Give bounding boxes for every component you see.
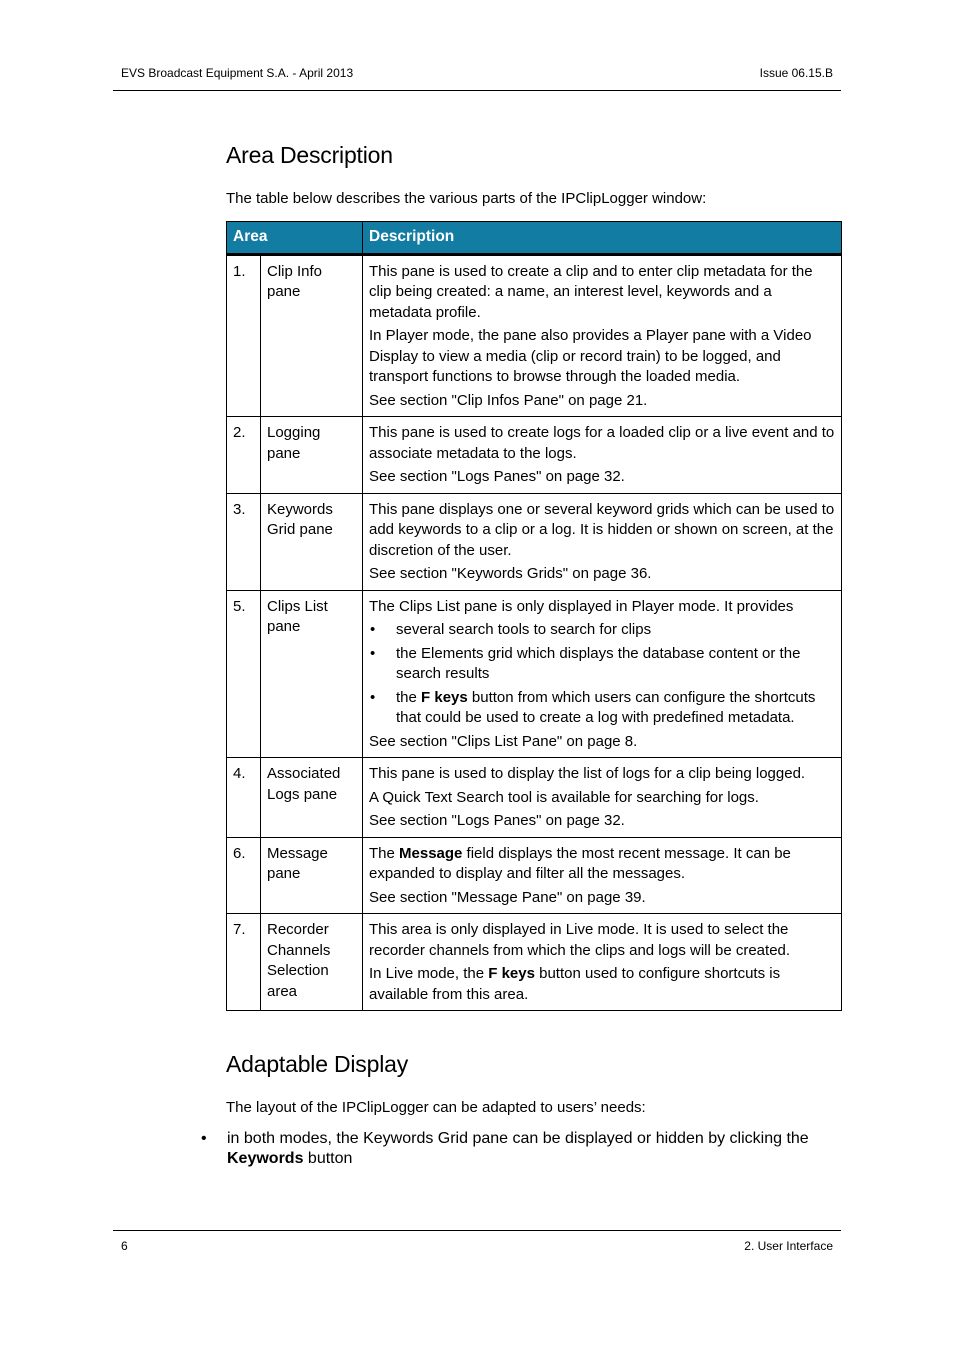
row-number: 2.	[227, 417, 261, 494]
area-description-table	[226, 221, 842, 1012]
row-number: 6.	[227, 837, 261, 914]
table-row	[227, 417, 842, 494]
description-text	[369, 964, 835, 1005]
section-title-area-description: Area Description	[226, 142, 393, 168]
page-footer	[113, 1230, 841, 1253]
table-row	[227, 493, 842, 590]
row-description	[363, 493, 842, 590]
row-description	[363, 758, 842, 838]
row-area: Clips List pane	[261, 590, 363, 758]
list-item	[200, 1129, 841, 1170]
row-number: 5.	[227, 590, 261, 758]
bold-text: Message	[399, 844, 463, 862]
row-number: 7.	[227, 914, 261, 1011]
row-description	[363, 417, 842, 494]
description-text: This pane is used to create logs for a loaded clip or a live event and to associate metadata to the logs.	[369, 424, 835, 462]
row-description	[363, 837, 842, 914]
list-bold-text: Keywords	[227, 1150, 304, 1167]
description-reference: See section "Message Pane" on page 39.	[369, 888, 646, 906]
list-item: • several search tools to search for clips	[369, 620, 835, 641]
table-header-area: Area	[227, 221, 363, 254]
list-text: button	[303, 1150, 353, 1167]
description-text: In Player mode, the pane also provides a Player pane with a Video Display to view a media (clip or record train) to be logged, and transport functions to browse through the loaded media.	[369, 327, 812, 385]
row-area: Logging pane	[261, 417, 363, 494]
row-number: 3.	[227, 493, 261, 590]
description-text: This pane displays one or several keyword grids which can be used to add keywords to a clip or a log. It is hidden or shown on screen, at the discretion of the user.	[369, 500, 835, 559]
section-intro: The layout of the IPClipLogger can be adapted to users’ needs:	[226, 1099, 646, 1116]
header-publisher: EVS Broadcast Equipment S.A. - April 2013	[121, 66, 354, 80]
table-row	[227, 914, 842, 1011]
text-span: The	[369, 844, 400, 862]
list-item: • the Elements grid which displays the database content or the search results	[369, 644, 835, 685]
table-row	[227, 758, 842, 838]
bold-text: F keys	[488, 965, 535, 982]
row-area: Clip Info pane	[261, 254, 363, 417]
description-reference: See section "Clips List Pane" on page 8.	[369, 732, 638, 750]
row-description	[363, 254, 842, 417]
row-area: Keywords Grid pane	[261, 493, 363, 590]
section-intro: The table below describes the various parts of the IPClipLogger window:	[226, 190, 707, 207]
row-description	[363, 590, 842, 758]
row-area: Recorder Channels Selection area	[261, 914, 363, 1011]
list-text: in both modes, the Keywords Grid pane can be displayed or hidden by clicking the	[227, 1129, 809, 1147]
description-text	[369, 844, 835, 885]
row-number: 1.	[227, 254, 261, 417]
text-span: In Live mode, the	[369, 965, 489, 982]
list-text: button from which users can configure the shortcuts that could be used to create a log with predefined metadata.	[396, 688, 816, 726]
table-row	[227, 254, 842, 417]
description-text: This pane is used to display the list of logs for a clip being logged.	[369, 765, 806, 782]
page-content	[226, 142, 841, 1173]
page-number: 6	[121, 1239, 128, 1253]
bullet-list	[369, 620, 835, 729]
description-reference: See section "Logs Panes" on page 32.	[369, 812, 625, 829]
description-text: A Quick Text Search tool is available for searching for logs.	[369, 788, 759, 806]
table-row	[227, 837, 842, 914]
text-span: field displays the most recent message. It can be expanded to display and filter all the messages.	[369, 844, 791, 882]
header-issue: Issue 06.15.B	[759, 66, 833, 80]
description-reference: See section "Clip Infos Pane" on page 21.	[369, 391, 648, 409]
description-reference: See section "Logs Panes" on page 32.	[369, 468, 625, 485]
section-title-adaptable-display: Adaptable Display	[226, 1051, 408, 1077]
description-reference: See section "Keywords Grids" on page 36.	[369, 565, 652, 582]
list-text: the	[396, 688, 422, 706]
row-number: 4.	[227, 758, 261, 838]
row-area: Message pane	[261, 837, 363, 914]
description-text: This area is only displayed in Live mode. It is used to select the recorder channels from which the clips and logs will be created.	[369, 921, 791, 959]
list-item	[369, 688, 835, 729]
text-span: button used to configure shortcuts is available from this area.	[369, 965, 781, 1003]
page-header	[113, 66, 841, 91]
row-area: Associated Logs pane	[261, 758, 363, 838]
row-description	[363, 914, 842, 1011]
bullet-list	[200, 1129, 841, 1170]
footer-chapter: 2. User Interface	[744, 1239, 833, 1253]
table-header-row	[227, 221, 842, 254]
description-text: This pane is used to create a clip and to enter clip metadata for the clip being created: a name, an interest level, keywords and a metadata profile.	[369, 262, 813, 321]
table-row	[227, 590, 842, 758]
table-header-description: Description	[363, 221, 842, 254]
list-bold-text: F keys	[421, 688, 468, 706]
description-text: The Clips List pane is only displayed in Player mode. It provides	[369, 597, 794, 615]
